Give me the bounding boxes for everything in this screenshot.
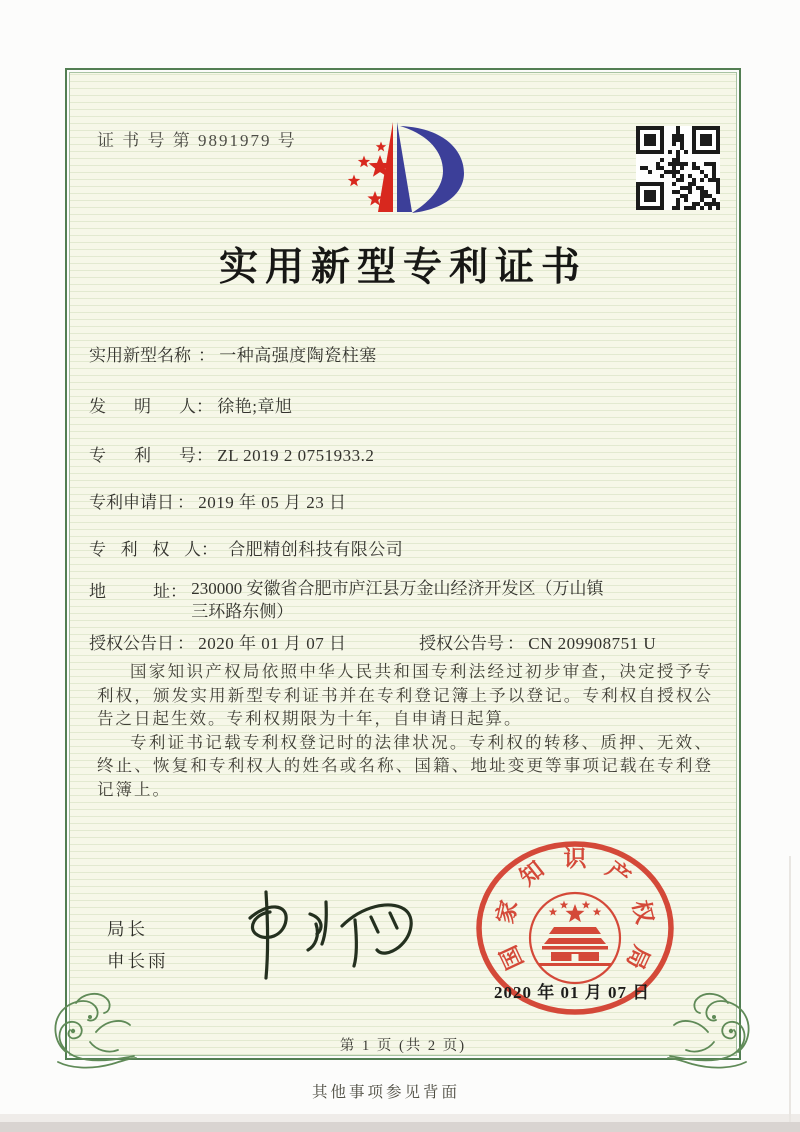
field-value: CN 209908751 U (528, 634, 657, 653)
address-line-2: 三环路东侧） (191, 602, 294, 621)
legal-paragraph-1: 国家知识产权局依照中华人民共和国专利法经过初步审查，决定授予专利权，颁发实用新型专利证书并在专利登记簿上予以登记。专利权自授权公告之日起生效。专利权期限为十年，自申请日起算。 (97, 662, 713, 728)
field-label: 实用新型名称 (89, 346, 191, 365)
field-row-filing-date (89, 488, 347, 513)
signer-name: 申长雨 (107, 951, 169, 971)
certificate-number: 证 书 号 第 9891979 号 (97, 131, 297, 150)
legal-paragraph-2: 专利证书记载专利权登记时的法律状况。专利权的转移、质押、无效、终止、恢复和专利权人的姓名或名称、国籍、地址变更等事项记载在专利登记簿上。 (97, 732, 713, 799)
field-colon: ： (196, 446, 213, 465)
address-line-1: 230000 安徽省合肥市庐江县万金山经济开发区（万山镇 (191, 579, 604, 598)
paper-edge-shadow (0, 1122, 800, 1132)
svg-text:权: 权 (627, 897, 658, 927)
certificate-title: 实用新型专利证书 (218, 246, 587, 289)
svg-text:国: 国 (495, 941, 529, 974)
field-label: 专利号 (89, 446, 196, 465)
field-colon: ： (201, 540, 218, 559)
field-colon: ： (507, 634, 524, 653)
field-value: 一种高强度陶瓷柱塞 (219, 346, 377, 365)
field-value: 合肥精创科技有限公司 (228, 540, 404, 559)
field-pair-grant-number (419, 629, 656, 654)
field-row-patent-number (89, 441, 374, 466)
field-value (191, 577, 711, 623)
field-label: 地址 (89, 582, 170, 601)
svg-text:家: 家 (492, 897, 523, 927)
svg-text:产: 产 (601, 856, 635, 891)
svg-text:识: 识 (563, 846, 587, 871)
field-row-patentee (89, 535, 403, 560)
field-label: 授权公告日 (89, 634, 174, 653)
field-label: 专利申请日 (89, 493, 174, 512)
field-colon: ： (196, 397, 213, 416)
paper-edge-shadow-soft (0, 1114, 800, 1122)
seal-date: 2020 年 01 月 07 日 (494, 983, 651, 1002)
legal-paragraphs (97, 660, 713, 801)
field-colon: ： (198, 346, 215, 365)
field-colon: ： (170, 582, 187, 601)
field-label: 发明人 (89, 397, 196, 416)
field-row-utility-model-name (89, 341, 377, 366)
qr-code (636, 126, 720, 210)
back-side-note: 其他事项参见背面 (312, 1084, 461, 1101)
paper-edge-right-shadow (789, 856, 791, 1122)
page-number: 第 1 页 (共 2 页) (339, 1038, 467, 1054)
field-label: 专利权人 (89, 540, 201, 559)
svg-text:局: 局 (621, 941, 655, 974)
field-value: 2020 年 01 月 07 日 (198, 634, 347, 653)
field-label: 授权公告号 (419, 634, 504, 653)
field-value: 徐艳;章旭 (217, 397, 293, 416)
director-signature (222, 884, 427, 984)
field-colon: ： (177, 634, 194, 653)
field-row-grant (89, 629, 657, 654)
svg-text:知: 知 (515, 856, 549, 891)
field-colon: ： (177, 493, 194, 512)
cnipa-ip-logo-icon (344, 112, 486, 224)
field-row-address (89, 577, 711, 623)
field-value: ZL 2019 2 0751933.2 (217, 446, 375, 465)
signer-title: 局长 (107, 919, 148, 939)
field-value: 2019 年 05 月 23 日 (198, 493, 347, 512)
field-row-inventor (89, 392, 292, 417)
